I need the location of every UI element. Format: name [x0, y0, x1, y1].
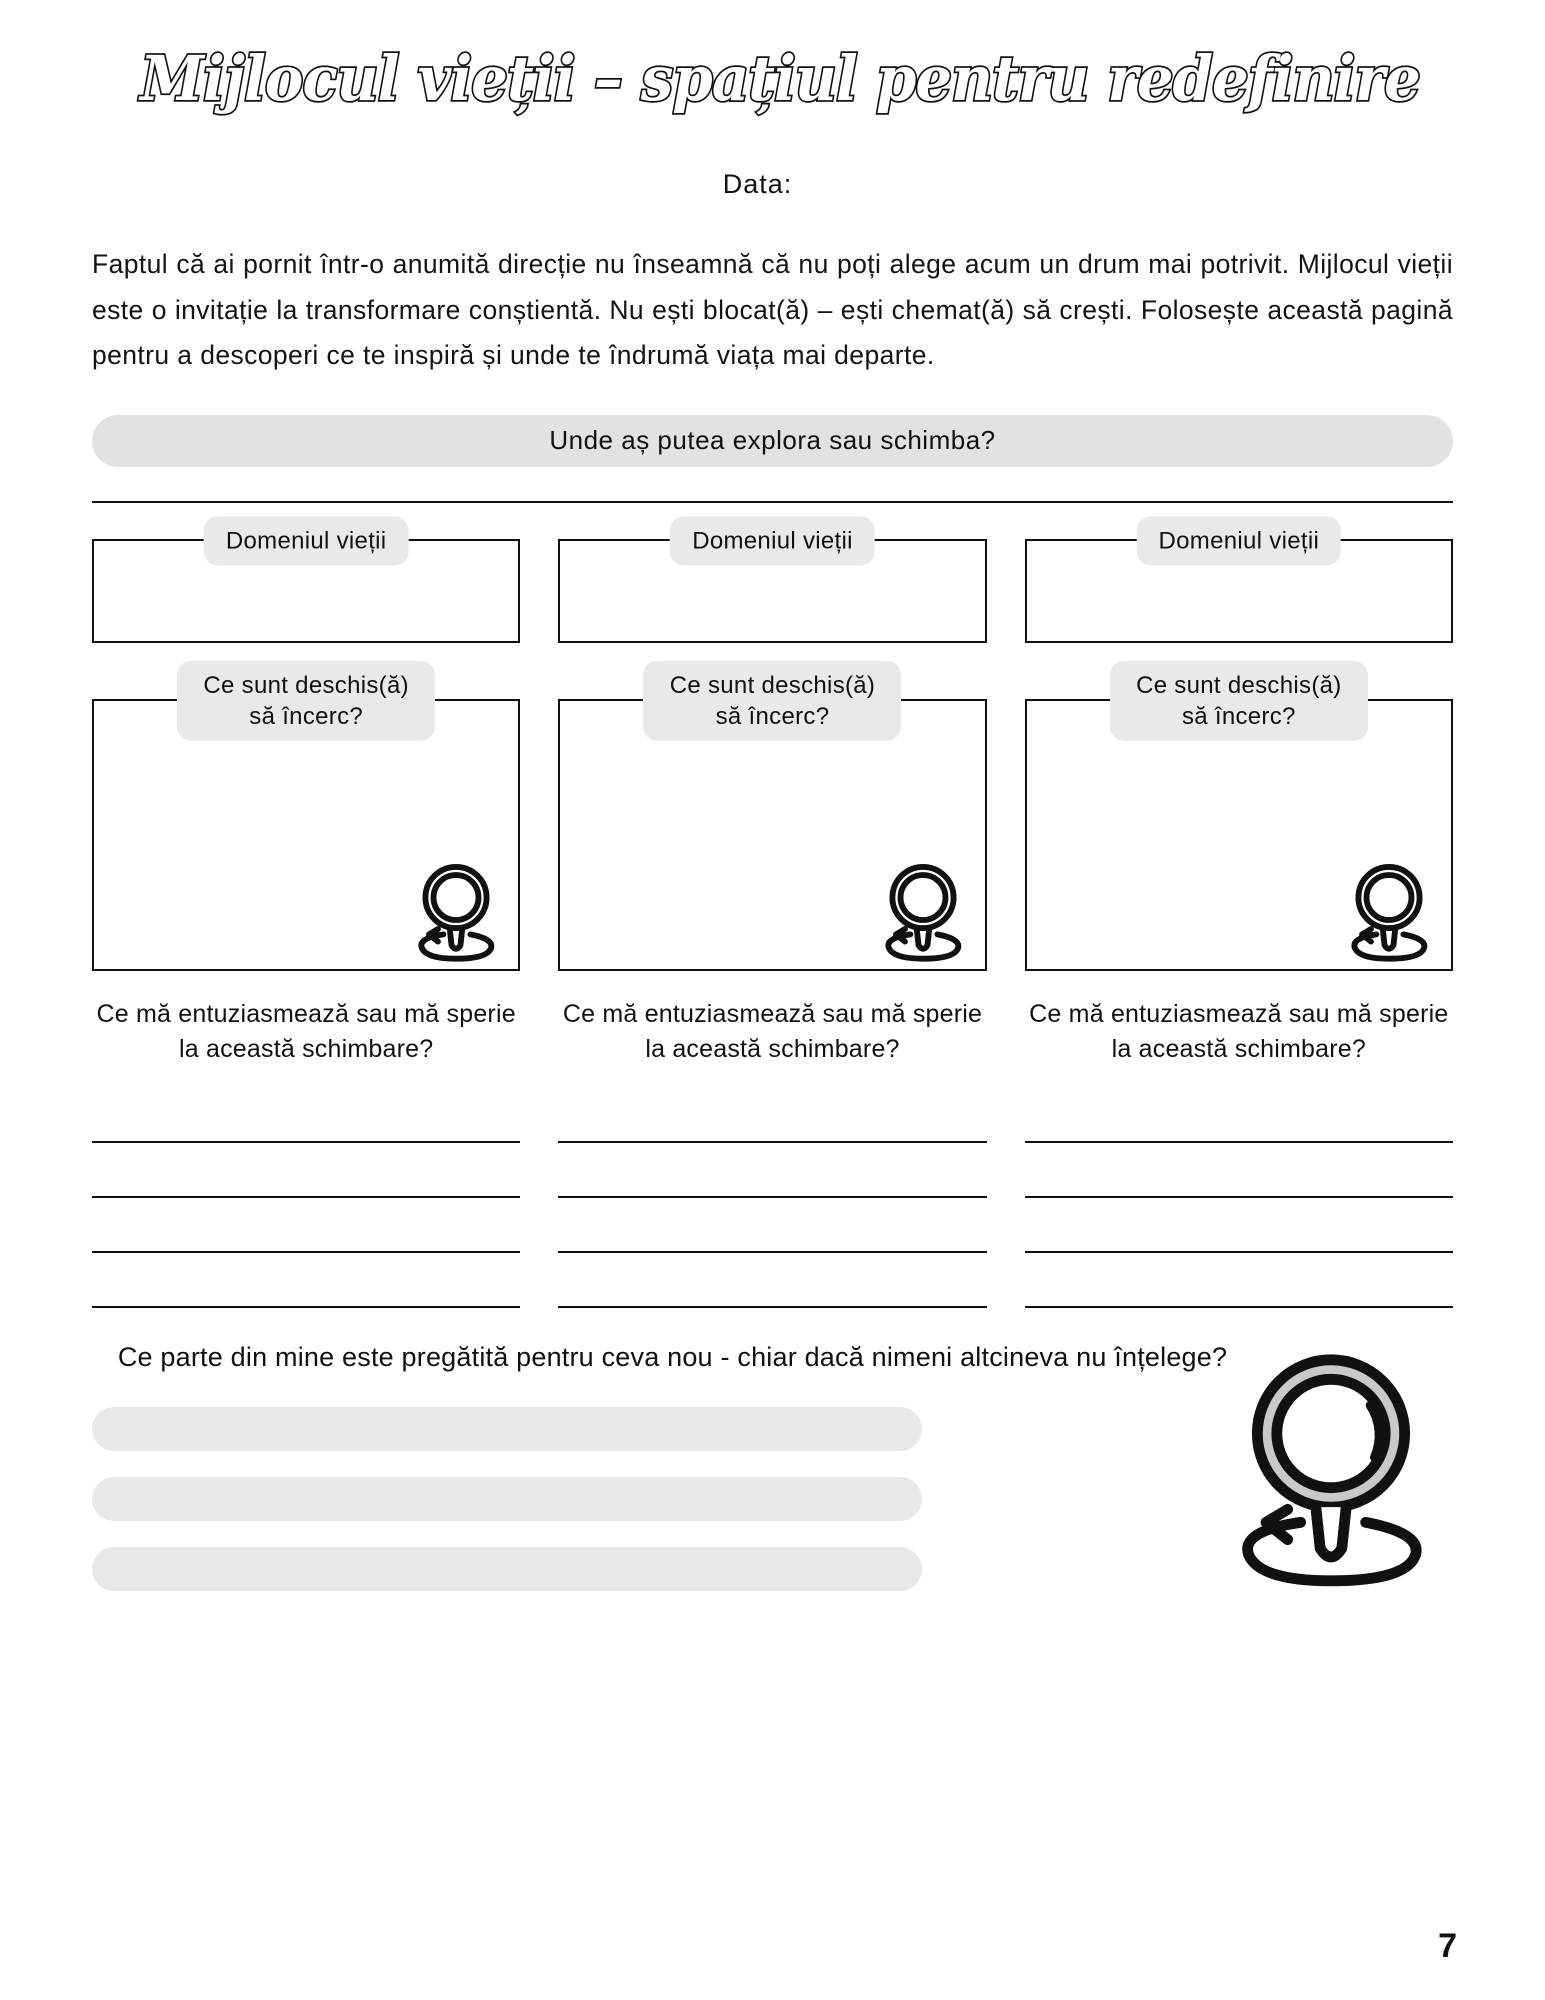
- domain-label-1: Domeniul vieții: [204, 516, 409, 565]
- question-caption-3: Ce mă entuziasmează sau mă sperie la această schimbare?: [1029, 999, 1449, 1064]
- bottom-section: [92, 1338, 1453, 1591]
- column-2: [558, 527, 986, 1308]
- answer-bar[interactable]: [92, 1477, 922, 1521]
- magnifier-rotate-icon: [402, 857, 510, 965]
- magnifier-rotate-icon: [1335, 857, 1443, 965]
- domain-field-1[interactable]: [92, 527, 520, 643]
- write-line[interactable]: [558, 1088, 986, 1143]
- write-line[interactable]: [558, 1253, 986, 1308]
- write-line[interactable]: [558, 1143, 986, 1198]
- write-lines-3: [1025, 1088, 1453, 1308]
- page-number: 7: [1438, 1927, 1457, 1965]
- section-heading-text: Unde aș putea explora sau schimba?: [549, 425, 996, 456]
- column-1: [92, 527, 520, 1308]
- open-to-try-label-1: Ce sunt deschis(ă) să încerc?: [177, 661, 435, 741]
- open-to-try-label-3: Ce sunt deschis(ă) să încerc?: [1110, 661, 1368, 741]
- domain-label-2: Domeniul vieții: [670, 516, 875, 565]
- open-to-try-field-3[interactable]: [1025, 671, 1453, 971]
- write-line[interactable]: [92, 1198, 520, 1253]
- write-lines-2: [558, 1088, 986, 1308]
- domain-field-2[interactable]: [558, 527, 986, 643]
- write-line[interactable]: [1025, 1088, 1453, 1143]
- open-to-try-field-1[interactable]: [92, 671, 520, 971]
- question-caption-1: Ce mă entuziasmează sau mă sperie la această schimbare?: [96, 999, 516, 1064]
- page-title: Mijlocul vieții – spațiul pentru redefinire: [140, 42, 1420, 115]
- write-line[interactable]: [1025, 1198, 1453, 1253]
- write-line[interactable]: [558, 1198, 986, 1253]
- open-to-try-label-2: Ce sunt deschis(ă) să încerc?: [643, 661, 901, 741]
- columns-container: [92, 527, 1453, 1308]
- section-divider: [92, 501, 1453, 503]
- write-line[interactable]: [1025, 1143, 1453, 1198]
- write-line[interactable]: [92, 1143, 520, 1198]
- magnifier-rotate-icon: [869, 857, 977, 965]
- column-3: [1025, 527, 1453, 1308]
- section-heading-pill: [92, 415, 1453, 467]
- write-line[interactable]: [92, 1253, 520, 1308]
- write-line[interactable]: [1025, 1253, 1453, 1308]
- open-to-try-field-2[interactable]: [558, 671, 986, 971]
- write-lines-1: [92, 1088, 520, 1308]
- page-title-container: [92, 0, 1453, 115]
- magnifier-rotate-icon: [1201, 1332, 1461, 1600]
- date-label: Data:: [722, 169, 793, 200]
- answer-bar[interactable]: [92, 1547, 922, 1591]
- intro-paragraph: Faptul că ai pornit într-o anumită direcție nu înseamnă că nu poți alege acum un drum mai potrivit. Mijlocul vieții este o invitație la transformare conștientă. Nu ești blocat(ă) – ești chemat(ă) să crești. Folosește această pagină pentru a descoperi ce te inspiră și unde te îndrumă viața mai departe.: [92, 249, 1453, 371]
- date-row: [92, 169, 1453, 200]
- domain-field-3[interactable]: [1025, 527, 1453, 643]
- question-caption-2: Ce mă entuziasmează sau mă sperie la această schimbare?: [562, 999, 983, 1064]
- bottom-question: Ce parte din mine este pregătită pentru ceva nou - chiar dacă nimeni altcineva nu înțelege?: [117, 1341, 1228, 1372]
- domain-label-3: Domeniul vieții: [1137, 516, 1342, 565]
- answer-bar[interactable]: [92, 1407, 922, 1451]
- write-line[interactable]: [92, 1088, 520, 1143]
